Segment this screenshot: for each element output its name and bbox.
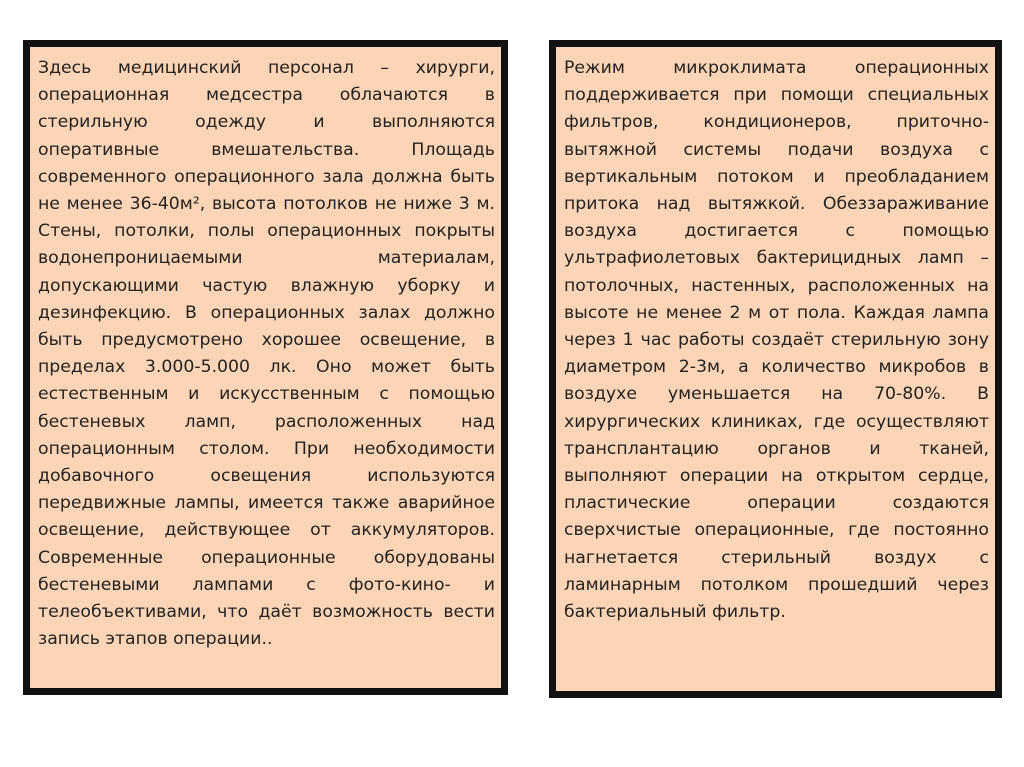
right-panel-text: Режим микроклимата операционных поддерживается при помощи специальных фильтров, кондиционеров, приточно-вытяжной системы подачи воздуха с вертикальным потоком и преобладанием притока над вытяжкой. Обеззараживание воздуха достигается с помощью ультрафиолетовых бактерицидных ламп – потолочных, настенных, расположенных на высоте не менее 2 м от пола. Каждая лампа через 1 час работы создаёт стерильную зону диаметром 2-3м, а количество микробов в воздухе уменьшается на 70-80%. В хирургических клиниках, где осуществляют трансплантацию органов и тканей, выполняют операции на открытом сердце, пластические операции создаются сверхчистые операционные, где постоянно нагнетается стерильный воздух с ламинарным потолком прошедший через бактериальный фильтр. <box>564 58 989 623</box>
left-panel-text: Здесь медицинский персонал – хирурги, операционная медсестра облачаются в стерильную одежду и выполняются оперативные вмешательства. Площадь современного операционного зала должна быть не менее 36-40м², высота потолков не ниже 3 м. Стены, потолки, полы операционных покрыты водонепроницаемыми материалам, допускающими частую влажную уборку и дезинфекцию. В операционных залах должно быть предусмотрено хорошее освещение, в пределах 3.000-5.000 лк. Оно может быть естественным и искусственным с помощью бестеневых ламп, расположенных над операционным столом. При необходимости добавочного освещения используются передвижные лампы, имеется также аварийное освещение, действующее от аккумуляторов. Современные операционные оборудованы бестеневыми лампами с фото-кино- и телеобъективами, что даёт возможность вести запись этапов операции.. <box>38 58 495 650</box>
right-text-panel <box>549 40 1002 698</box>
left-text-panel <box>23 40 508 695</box>
